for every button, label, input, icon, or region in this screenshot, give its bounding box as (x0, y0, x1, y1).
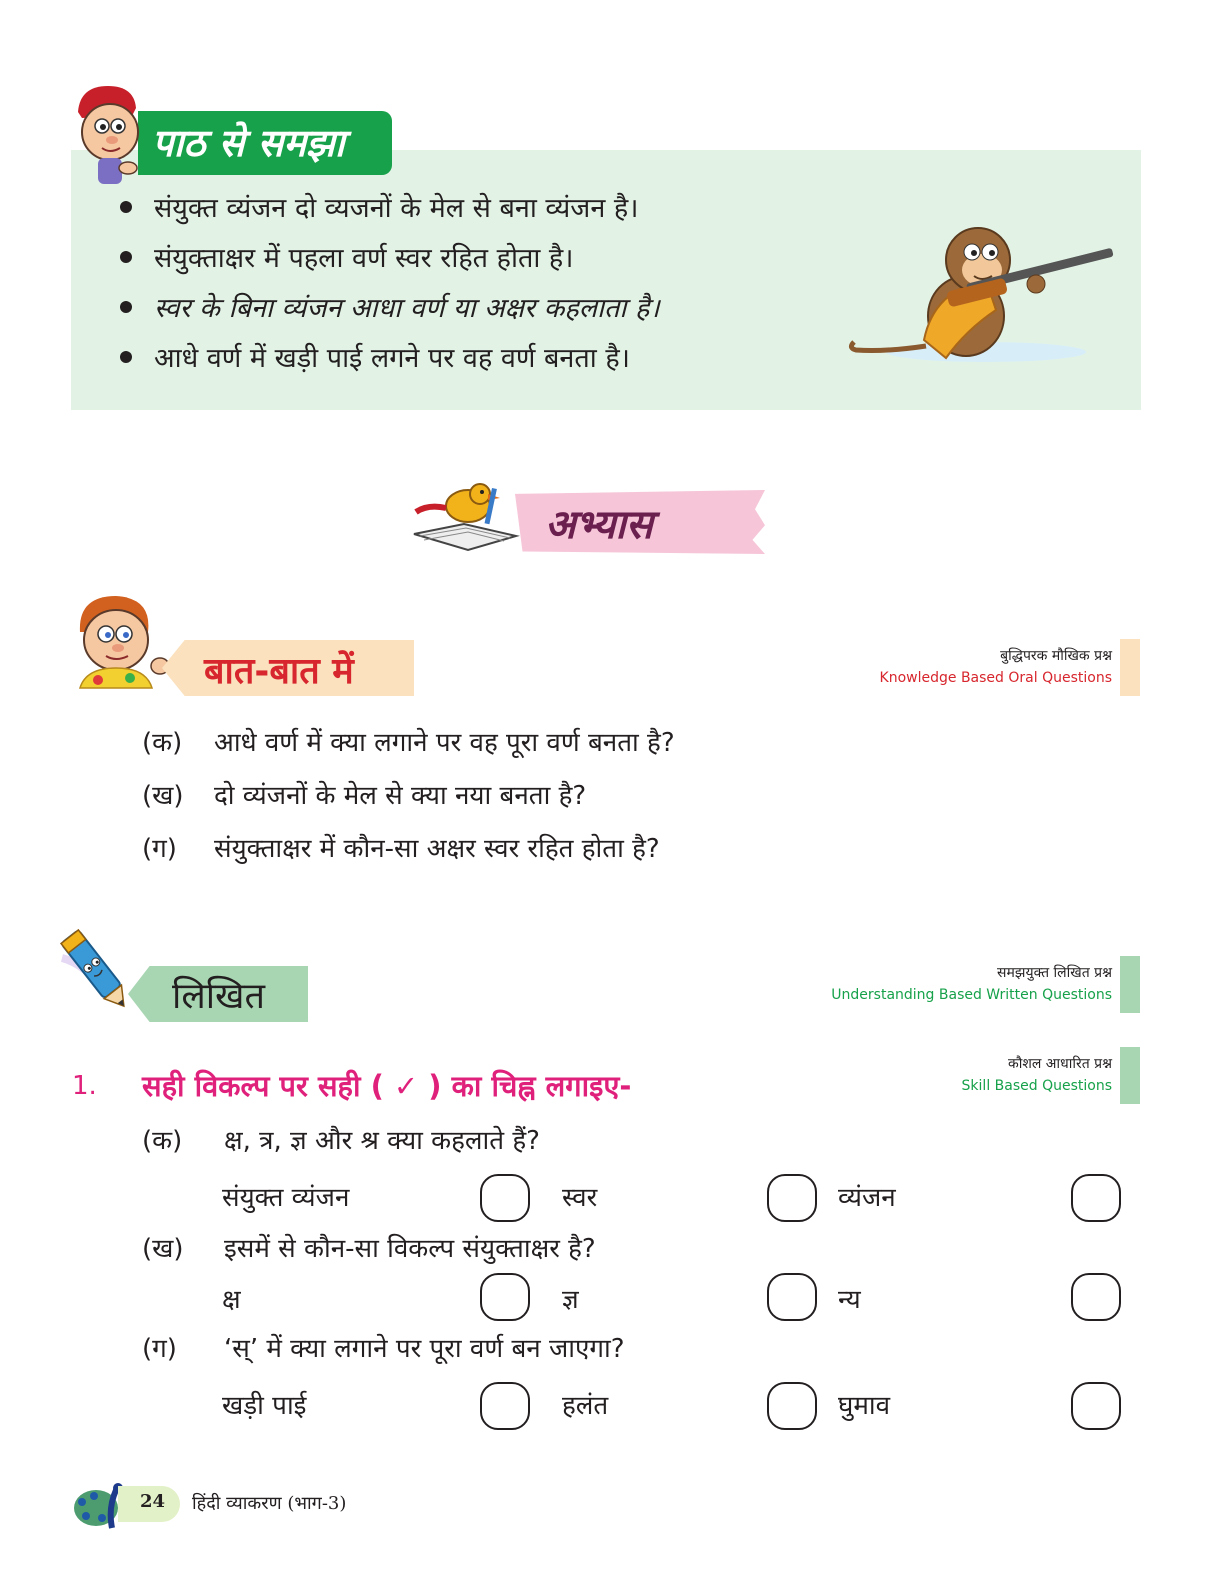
monkey-with-gun-illustration (846, 220, 1122, 364)
boy-peeking-illustration (72, 82, 148, 186)
answer-checkbox[interactable] (480, 1273, 530, 1321)
bullet-icon (120, 251, 132, 263)
summary-points (120, 186, 840, 386)
summary-point: स्वर के बिना व्यंजन आधा वर्ण या अक्षर कहलाता है। (120, 286, 840, 336)
summary-point: संयुक्त व्यंजन दो व्यजनों के मेल से बना व्यंजन है। (120, 186, 840, 236)
boy-waving-illustration (72, 592, 172, 690)
bullet-icon (120, 301, 132, 313)
exercise-question: (ख) इसमें से कौन-सा विकल्प संयुक्ताक्षर है? (142, 1234, 596, 1264)
practice-title: अभ्यास (545, 502, 653, 548)
option-label: स्वर (562, 1183, 598, 1213)
option-label: ज्ञ (562, 1285, 579, 1315)
book-title: हिंदी व्याकरण (भाग-3) (192, 1493, 347, 1514)
bird-writing-illustration (408, 478, 520, 552)
option-label: हलंत (562, 1391, 609, 1421)
summary-point: संयुक्ताक्षर में पहला वर्ण स्वर रहित होता है। (120, 236, 840, 286)
answer-checkbox[interactable] (480, 1382, 530, 1430)
written-section-title: लिखित (172, 976, 266, 1017)
summary-title: पाठ से समझा (138, 111, 392, 175)
option-label: संयुक्त व्यंजन (222, 1183, 350, 1213)
written-label-bar (1120, 956, 1140, 1013)
bullet-icon (120, 351, 132, 363)
written-question-type-label: समझयुक्त लिखित प्रश्न Understanding Based Written Questions (831, 965, 1112, 1003)
oral-question: (ख) दो व्यंजनों के मेल से क्या नया बनता है? (142, 781, 587, 811)
pencil-mascot-illustration (56, 924, 136, 1020)
exercise-instruction: सही विकल्प पर सही ( ✓ ) का चिह्न लगाइए- (142, 1069, 632, 1103)
answer-checkbox[interactable] (1071, 1174, 1121, 1222)
oral-label-bar (1120, 639, 1140, 696)
bullet-icon (120, 201, 132, 213)
oral-section-title: बात-बात में (204, 651, 354, 692)
answer-checkbox[interactable] (767, 1273, 817, 1321)
skill-question-type-label: कौशल आधारित प्रश्न Skill Based Questions (961, 1056, 1112, 1094)
exercise-number: 1. (72, 1071, 97, 1101)
answer-checkbox[interactable] (480, 1174, 530, 1222)
option-label: घुमाव (838, 1391, 891, 1421)
exercise-question: (ग) ‘स्’ में क्या लगाने पर पूरा वर्ण बन जाएगा? (142, 1334, 625, 1364)
oral-question-type-label: बुद्धिपरक मौखिक प्रश्न Knowledge Based Oral Questions (879, 648, 1112, 686)
option-label: न्य (838, 1285, 861, 1315)
oral-question: (क) आधे वर्ण में क्या लगाने पर वह पूरा वर्ण बनता है? (142, 728, 675, 758)
option-label: क्ष (222, 1285, 241, 1315)
oral-question: (ग) संयुक्ताक्षर में कौन-सा अक्षर स्वर रहित होता है? (142, 834, 660, 864)
page-number: 24 (140, 1491, 166, 1512)
option-label: खड़ी पाई (222, 1391, 307, 1421)
skill-label-bar (1120, 1047, 1140, 1104)
answer-checkbox[interactable] (767, 1382, 817, 1430)
exercise-question: (क) क्ष, त्र, ज्ञ और श्र क्या कहलाते हैं? (142, 1126, 540, 1156)
option-label: व्यंजन (838, 1183, 896, 1213)
summary-point: आधे वर्ण में खड़ी पाई लगने पर वह वर्ण बनता है। (120, 336, 840, 386)
answer-checkbox[interactable] (767, 1174, 817, 1222)
answer-checkbox[interactable] (1071, 1382, 1121, 1430)
answer-checkbox[interactable] (1071, 1273, 1121, 1321)
